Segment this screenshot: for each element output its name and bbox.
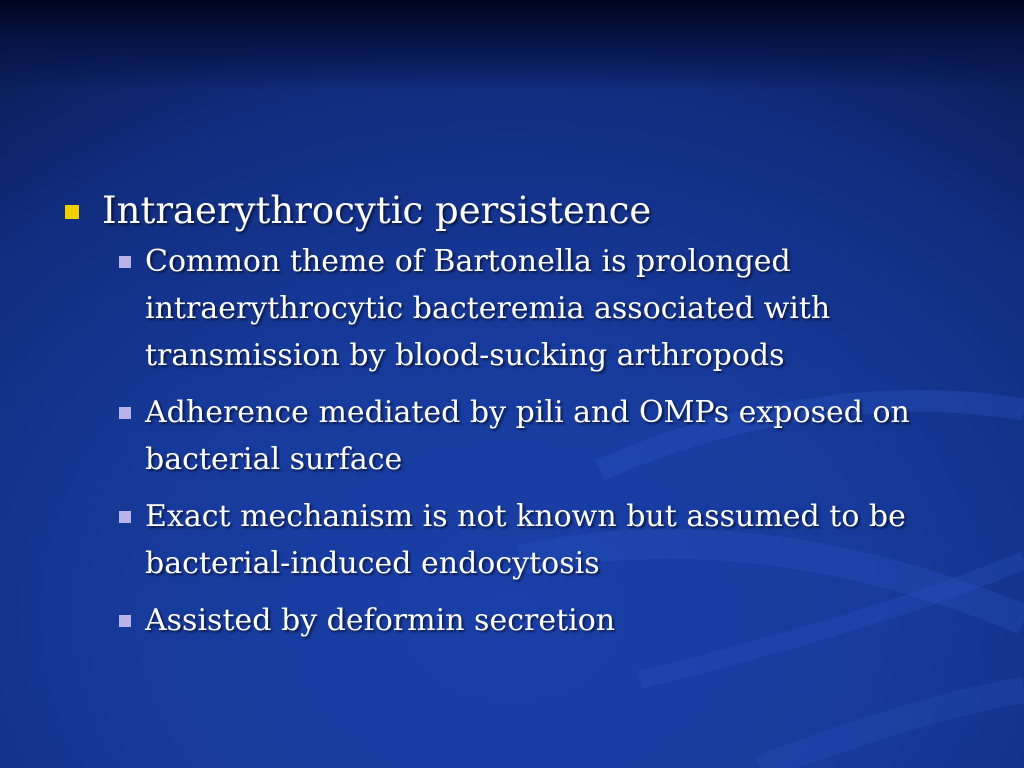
lavender-square-bullet-icon: [119, 256, 131, 268]
sub-bullet-text: Exact mechanism is not known but assumed to be bacterial-induced endocytosis: [145, 499, 906, 581]
sub-bullet-item: [117, 238, 935, 379]
bullet-content: [60, 188, 960, 654]
lavender-square-bullet-icon: [119, 511, 131, 523]
sub-bullet-item: [117, 389, 935, 483]
sub-bullet-list: [117, 238, 960, 644]
main-bullet-item: [60, 188, 960, 234]
sub-bullet-text: Assisted by deformin secretion: [145, 603, 616, 638]
lavender-square-bullet-icon: [119, 615, 131, 627]
yellow-square-bullet-icon: [65, 205, 79, 219]
sub-bullet-text: Adherence mediated by pili and OMPs exposed on bacterial surface: [145, 395, 910, 477]
sub-bullet-item: [117, 597, 935, 644]
sub-bullet-item: [117, 493, 935, 587]
main-bullet-text: Intraerythrocytic persistence: [102, 189, 652, 232]
lavender-square-bullet-icon: [119, 407, 131, 419]
sub-bullet-text: Common theme of Bartonella is prolonged intraerythrocytic bacteremia associated with transmission by blood-sucking arthropods: [145, 244, 831, 373]
